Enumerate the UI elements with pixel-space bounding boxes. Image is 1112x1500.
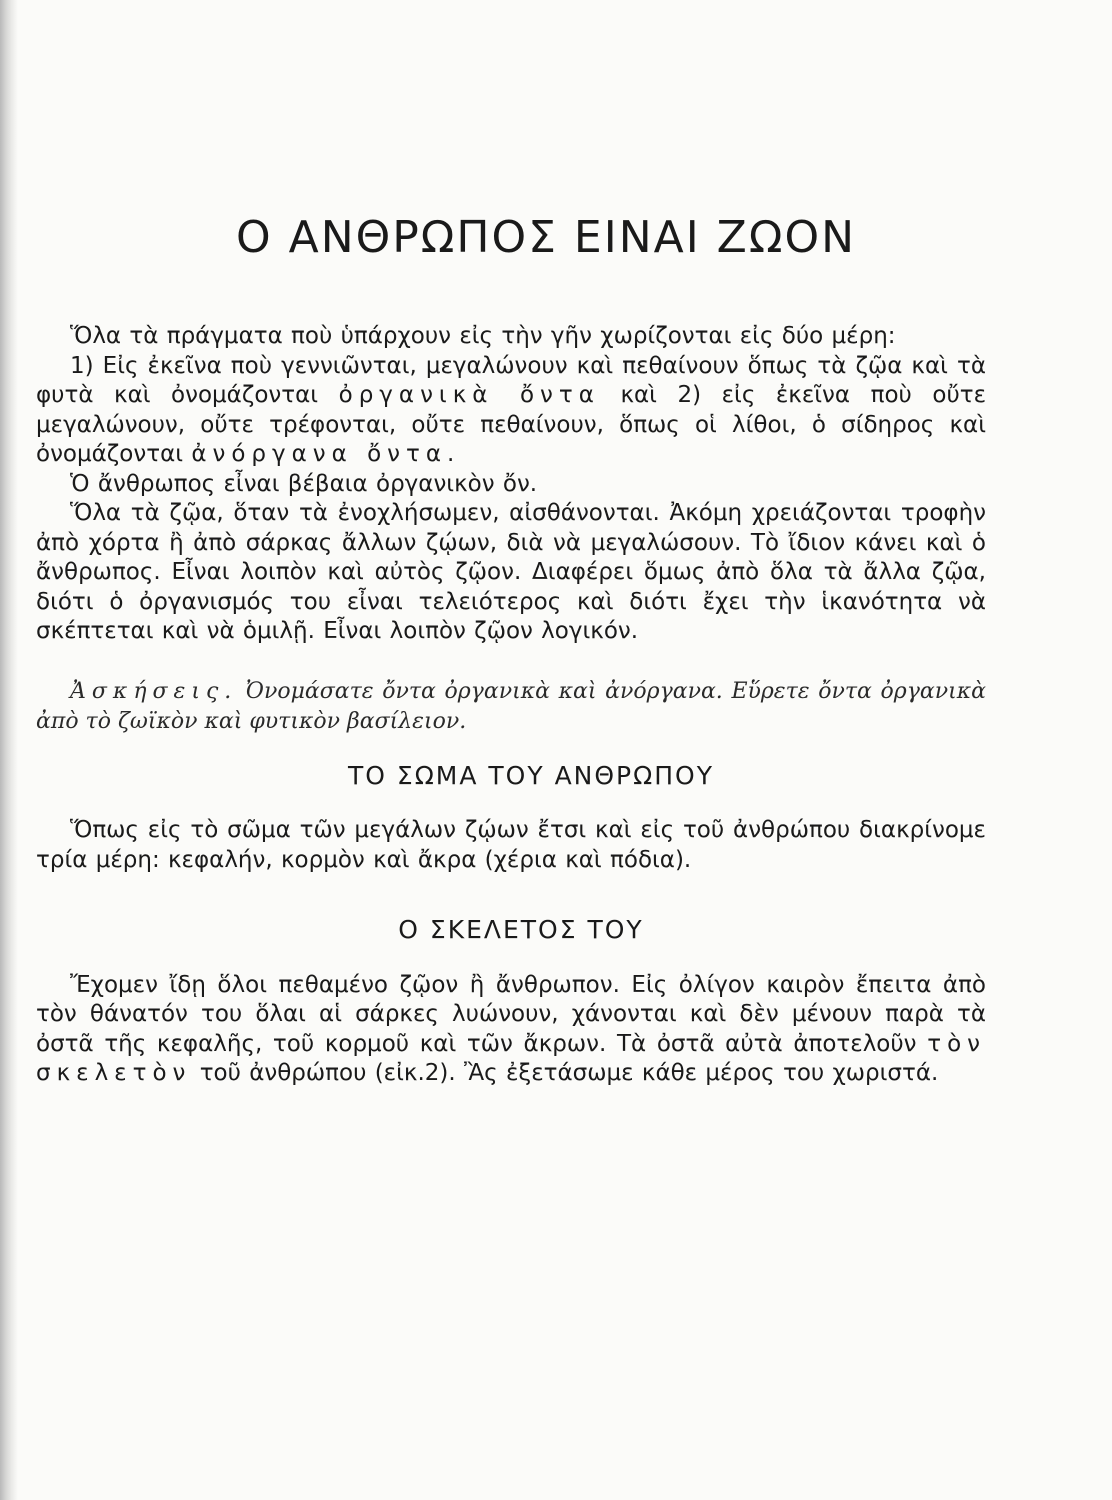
- term-inorganic-beings: ἀνόργανα ὄντα: [191, 441, 448, 467]
- intro-paragraph-2-end: .: [447, 441, 455, 467]
- skeleton-text-a: Ἔχομεν ἴδῃ ὅλοι πεθαμένο ζῷον ἢ ἄνθρωπον. Εἰς ὀλίγον καιρὸν ἔπειτα ἀπὸ τὸν θάνατόν του ὅλαι αἱ σάρκες λυώνουν, χάνονται καὶ δὲν μένουν παρὰ τὰ ὀστᾶ τῆς κεφαλῆς, τοῦ κορμοῦ καὶ τῶν ἄκρων. Τὰ ὀστᾶ αὐτὰ ἀποτελοῦν: [36, 971, 986, 1057]
- section-skeleton-paragraph: [36, 971, 986, 1089]
- page-content: [36, 196, 986, 1089]
- section-body-text: [36, 816, 986, 875]
- page-spine-shadow: [0, 0, 18, 1500]
- section-heading-skeleton: Ο ΣΚΕΛΕΤΟΣ ΤΟΥ: [398, 915, 644, 944]
- skeleton-text-b: τοῦ ἀνθρώπου (εἰκ.2). Ἂς ἐξετάσωμε κάθε μέρος του χωριστά.: [199, 1060, 939, 1086]
- term-organic-beings: ὀργανικὰ ὄντα: [338, 382, 600, 408]
- exercises-block: [36, 677, 986, 737]
- intro-section: [36, 322, 986, 647]
- exercises-label: Ἀσκήσεις.: [70, 678, 238, 704]
- intro-paragraph-3: Ὁ ἄνθρωπος εἶναι βέβαια ὀργανικὸν ὄν.: [70, 470, 538, 497]
- chapter-title: Ο ΑΝΘΡΩΠΟΣ ΕΙΝΑΙ ΖΩΟΝ: [236, 212, 856, 263]
- section-heading-body: ΤΟ ΣΩΜΑ ΤΟΥ ΑΝΘΡΩΠΟΥ: [348, 760, 714, 790]
- intro-paragraph-4: Ὅλα τὰ ζῷα, ὅταν τὰ ἐνοχλήσωμεν, αἰσθάνονται. Ἀκόμη χρειάζονται τροφὴν ἀπὸ χόρτα ἢ ἀπὸ σάρκας ἄλλων ζῴων, διὰ νὰ μεγαλώσουν. Τὸ ἴδιον κάνει καὶ ὁ ἄνθρωπος. Εἶναι λοιπὸν καὶ αὐτὸς ζῷον. Διαφέρει ὅμως ἀπὸ ὅλα τὰ ἄλλα ζῷα, διότι ὁ ὀργανισμός του εἶναι τελειότερος καὶ διότι ἔχει τὴν ἱκανότητα νὰ σκέπτεται καὶ νὰ ὁμιλῇ. Εἶναι λοιπὸν ζῷον λογικόν.: [36, 500, 986, 644]
- intro-paragraph-1: Ὅλα τὰ πράγματα ποὺ ὑπάρχουν εἰς τὴν γῆν χωρίζονται εἰς δύο μέρη:: [70, 323, 896, 349]
- intro-paragraph-2: [36, 352, 986, 470]
- intro-paragraph-2-text-a: 1) Εἰς ἐκεῖνα ποὺ γεννιῶνται, μεγαλώνουν καὶ πεθαίνουν ὅπως τὰ ζῷα καὶ τὰ φυτὰ καὶ ὀνομάζονται: [36, 352, 986, 408]
- section-body-paragraph: Ὅπως εἰς τὸ σῶμα τῶν μεγάλων ζῴων ἔτσι καὶ εἰς τοῦ ἀνθρώπου διακρίνομε τρία μέρη: κεφαλήν, κορμὸν καὶ ἄκρα (χέρια καὶ πόδια).: [36, 817, 986, 873]
- exercises-text: Ὀνομάσατε ὄντα ὀργανικὰ καὶ ἀνόργανα. Εὕρετε ὄντα ὀργανικὰ ἀπὸ τὸ ζωϊκὸν καὶ φυτικὸν βασίλειον.: [36, 678, 986, 734]
- section-skeleton-text: [36, 971, 986, 1089]
- intro-paragraph-2-text-b: καὶ 2) εἰς ἐκεῖνα ποὺ οὔτε μεγαλώνουν, οὔτε τρέφονται, οὔτε πεθαίνουν, ὅπως οἱ λίθοι, ὁ σίδηρος καὶ ὀνομάζονται: [36, 382, 987, 467]
- term-skeleton: τὸν σκελετὸν: [36, 1030, 986, 1086]
